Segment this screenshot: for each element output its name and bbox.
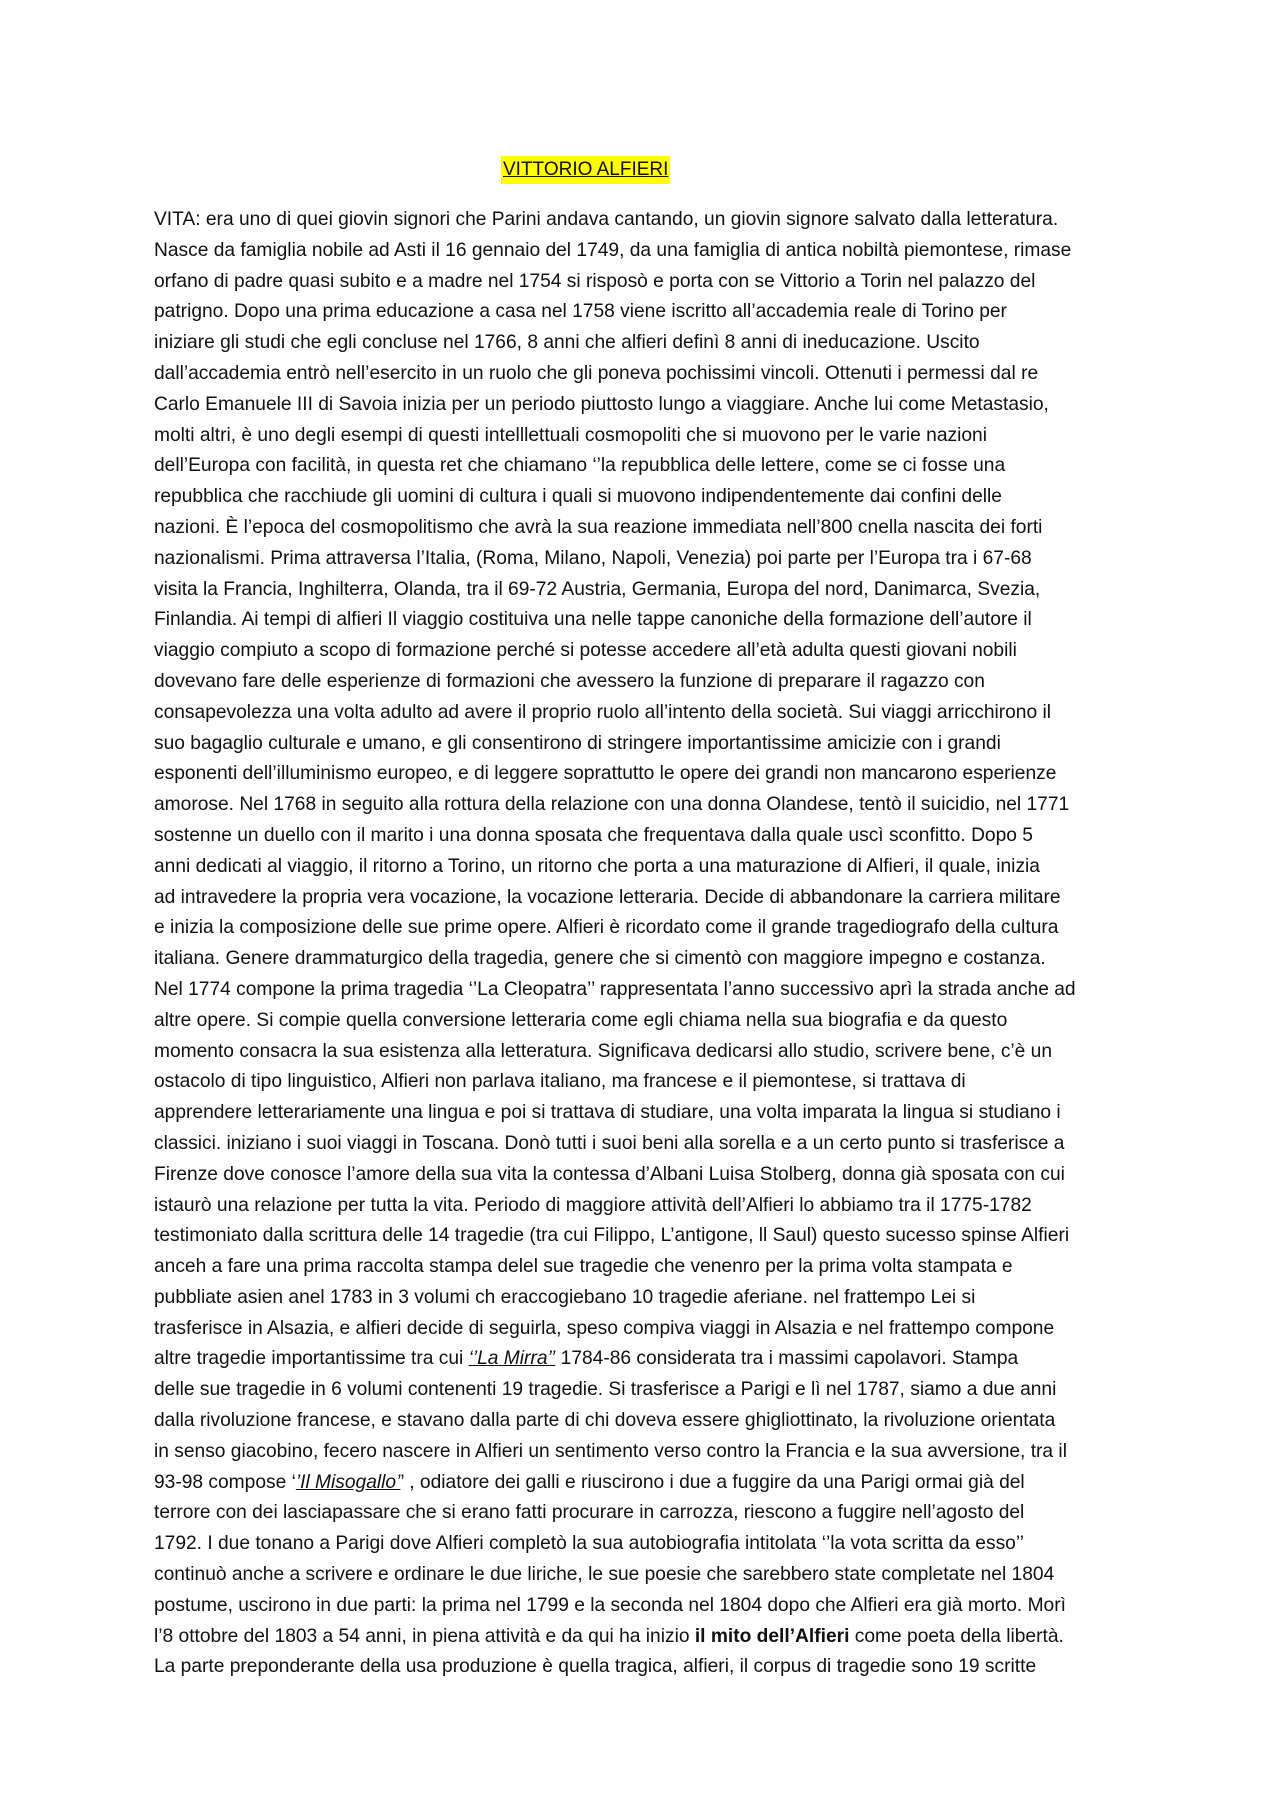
text-line: anni dedicati al viaggio, il ritorno a Torino, un ritorno che porta a una maturazione di Alfieri, il quale, inizia [154, 855, 1040, 877]
text-line: consapevolezza una volta adulto ad avere il proprio ruolo all’intento della società. Sui viaggi arricchirono il [154, 701, 1052, 723]
text-line: amorose. Nel 1768 in seguito alla rottura della relazione con una donna Olandese, tentò il suicidio, nel 1771 [154, 794, 1070, 816]
text-line: ostacolo di tipo linguistico, Alfieri non parlava italiano, ma francese e il piemontese, si trattava di [154, 1071, 966, 1093]
text-line: suo bagaglio culturale e umano, e gli consentirono di stringere importantissime amicizie con i grandi [154, 732, 1001, 754]
text-line: momento consacra la sua esistenza alla letteratura. Significava dedicarsi allo studio, scrivere bene, c’è un [154, 1040, 1053, 1062]
text-line: terrore con dei lasciapassare che si erano fatti procurare in carrozza, riescono a fuggire nell’agosto del [154, 1502, 1025, 1524]
text-line: e inizia la composizione delle sue prime opere. Alfieri è ricordato come il grande tragediografo della cultura [154, 917, 1059, 939]
title-il-misogallo: ’Il Misogallo’ [295, 1471, 401, 1493]
text-line: dell’Europa con facilità, in questa ret che chiamano ‘’la repubblica delle lettere, come se ci fosse una [154, 455, 1006, 477]
text-line: sostenne un duello con il marito i una donna sposata che frequentava dalla quale uscì sconfitto. Dopo 5 [154, 824, 1033, 846]
text-line: nazionalismi. Prima attraversa l’Italia, (Roma, Milano, Napoli, Venezia) poi parte per l’Europa tra i 67-68 [154, 547, 1032, 569]
text-line: molti altri, è uno degli esempi di questi intelllettuali cosmopoliti che si muovono per le varie nazioni [154, 424, 987, 446]
mito-dell-alfieri-bold: il mito dell’Alfieri [694, 1625, 850, 1647]
text-line: nazioni. È l’epoca del cosmopolitismo che avrà la sua reazione immediata nell’800 cnella nascita dei forti [154, 516, 1043, 538]
paragraph-part-c [154, 1498, 1159, 1621]
text-segment: ’ , odiatore dei galli e riuscirono i due a fuggire da una Parigi ormai già del [400, 1471, 1025, 1493]
text-line: anceh a fare una prima raccolta stampa delel sue tragedie che venenro per la prima volta stampata e [154, 1256, 1013, 1278]
text-line: classici. iniziano i suoi viaggi in Toscana. Donò tutti i suoi beni alla sorella e a un certo punto si trasferisce a [154, 1132, 1065, 1154]
text-line: Finlandia. Ai tempi di alfieri Il viaggio costituiva una nelle tappe canoniche della formazione dell’autore il [154, 609, 1032, 631]
text-line: dall’accademia entrò nell’esercito in un ruolo che gli poneva pochissimi vincoli. Ottenuti i permessi dal re [154, 362, 1039, 384]
text-line: pubbliate asien anel 1783 in 3 volumi ch eraccogiebano 10 tragedie aferiane. nel frattempo Lei si [154, 1286, 976, 1308]
text-line-mirra [154, 1344, 1159, 1375]
text-line-last: La parte preponderante della usa produzione è quella tragica, alfieri, il corpus di tragedie sono 19 scritte [154, 1656, 1037, 1678]
text-line: esponenti dell’illuminismo europeo, e di leggere soprattutto le opere dei grandi non mancarono esperienze [154, 763, 1057, 785]
text-segment: 93-98 compose ‘ [154, 1471, 296, 1493]
text-line: dalla rivoluzione francese, e stavano dalla parte di chi doveva essere ghigliottinato, la rivoluzione orientata [154, 1410, 1056, 1432]
text-line: VITA: era uno di quei giovin signori che Parini andava cantando, un giovin signore salvato dalla letteratura. [154, 209, 1059, 230]
text-line: patrigno. Dopo una prima educazione a casa nel 1758 viene iscritto all’accademia reale di Torino per [154, 301, 1007, 323]
text-line: Carlo Emanuele III di Savoia inizia per un periodo piuttosto lungo a viaggiare. Anche lui come Metastasio, [154, 393, 1049, 415]
text-line: apprendere letterariamente una lingua e poi si trattava di studiare, una volta imparata la lingua si studiano i [154, 1102, 1061, 1124]
page-title: VITTORIO ALFIERI [501, 156, 670, 184]
text-line: dovevano fare delle esperienze di formazioni che avessero la funzione di preparare il ragazzo con [154, 670, 985, 692]
text-line: ad intravedere la propria vera vocazione, la vocazione letteraria. Decide di abbandonare la carriera militare [154, 886, 1061, 908]
text-line: Nel 1774 compone la prima tragedia ‘’La Cleopatra’’ rappresentata l’anno successivo aprì la strada anche ad [154, 978, 1076, 1000]
text-line: Nasce da famiglia nobile ad Asti il 16 gennaio del 1749, da una famiglia di antica nobiltà piemontese, rimase [154, 239, 1072, 261]
text-line: testimoniato dalla scrittura delle 14 tragedie (tra cui Filippo, L’antigone, ll Saul) questo sucesso spinse Alfieri [154, 1225, 1070, 1247]
text-line: iniziare gli studi che egli concluse nel 1766, 8 anni che alfieri definì 8 anni di ineducazione. Uscito [154, 332, 980, 354]
paragraph-part-a [154, 205, 1159, 1344]
text-line: 1792. I due tonano a Parigi dove Alfieri completò la sua autobiografia intitolata ‘’la vota scritta da esso’’ [154, 1533, 1025, 1555]
text-line: Firenze dove conosce l’amore della sua vita la contessa d’Albani Luisa Stolberg, donna già sposata con cui [154, 1163, 1065, 1185]
text-line: trasferisce in Alsazia, e alfieri decide di seguirla, speso compiva viaggi in Alsazia e nel frattempo compone [154, 1317, 1055, 1339]
text-line: postume, uscirono in due parti: la prima nel 1799 e la seconda nel 1804 dopo che Alfieri era già morto. Morì [154, 1594, 1066, 1616]
body-text [154, 205, 1159, 1683]
text-segment: come poeta della libertà. [849, 1625, 1064, 1647]
text-segment: l’8 ottobre del 1803 a 54 anni, in piena attività e da qui ha inizio [154, 1625, 695, 1647]
text-line: viaggio compiuto a scopo di formazione perché si potesse accedere all’età adulta questi giovani nobili [154, 640, 1017, 662]
text-line: altre opere. Si compie quella conversione letteraria come egli chiama nella sua biografia e da questo [154, 1009, 1008, 1031]
text-line: orfano di padre quasi subito e a madre nel 1754 si risposò e porta con se Vittorio a Torin nel palazzo del [154, 270, 1036, 292]
text-line-misogallo [154, 1468, 1159, 1499]
text-line: in senso giacobino, fecero nascere in Alfieri un sentimento verso contro la Francia e la sua avversione, tra il [154, 1440, 1067, 1462]
text-segment: altre tragedie importantissime tra cui [154, 1348, 469, 1370]
text-segment: 1784-86 considerata tra i massimi capolavori. Stampa [555, 1348, 1019, 1370]
text-line: delle sue tragedie in 6 volumi contenenti 19 tragedie. Si trasferisce a Parigi e lì nel 1787, siamo a due anni [154, 1379, 1057, 1401]
paragraph-part-b [154, 1375, 1159, 1467]
text-line: visita la Francia, Inghilterra, Olanda, tra il 69-72 Austria, Germania, Europa del nord, Danimarca, Svezia, [154, 578, 1041, 600]
text-line-mito [154, 1622, 1159, 1653]
text-line: italiana. Genere drammaturgico della tragedia, genere che si cimentò con maggiore impegno e costanza. [154, 948, 1046, 970]
text-line: continuò anche a scrivere e ordinare le due liriche, le sue poesie che sarebbero state completate nel 1804 [154, 1564, 1055, 1586]
text-line: repubblica che racchiude gli uomini di cultura i quali si muovono indipendentemente dai confini delle [154, 486, 1002, 508]
title-la-mirra: ‘’La Mirra’’ [468, 1348, 556, 1370]
text-line: istaurò una relazione per tutta la vita. Periodo di maggiore attività dell’Alfieri lo abbiamo tra il 1775-1782 [154, 1194, 1032, 1216]
